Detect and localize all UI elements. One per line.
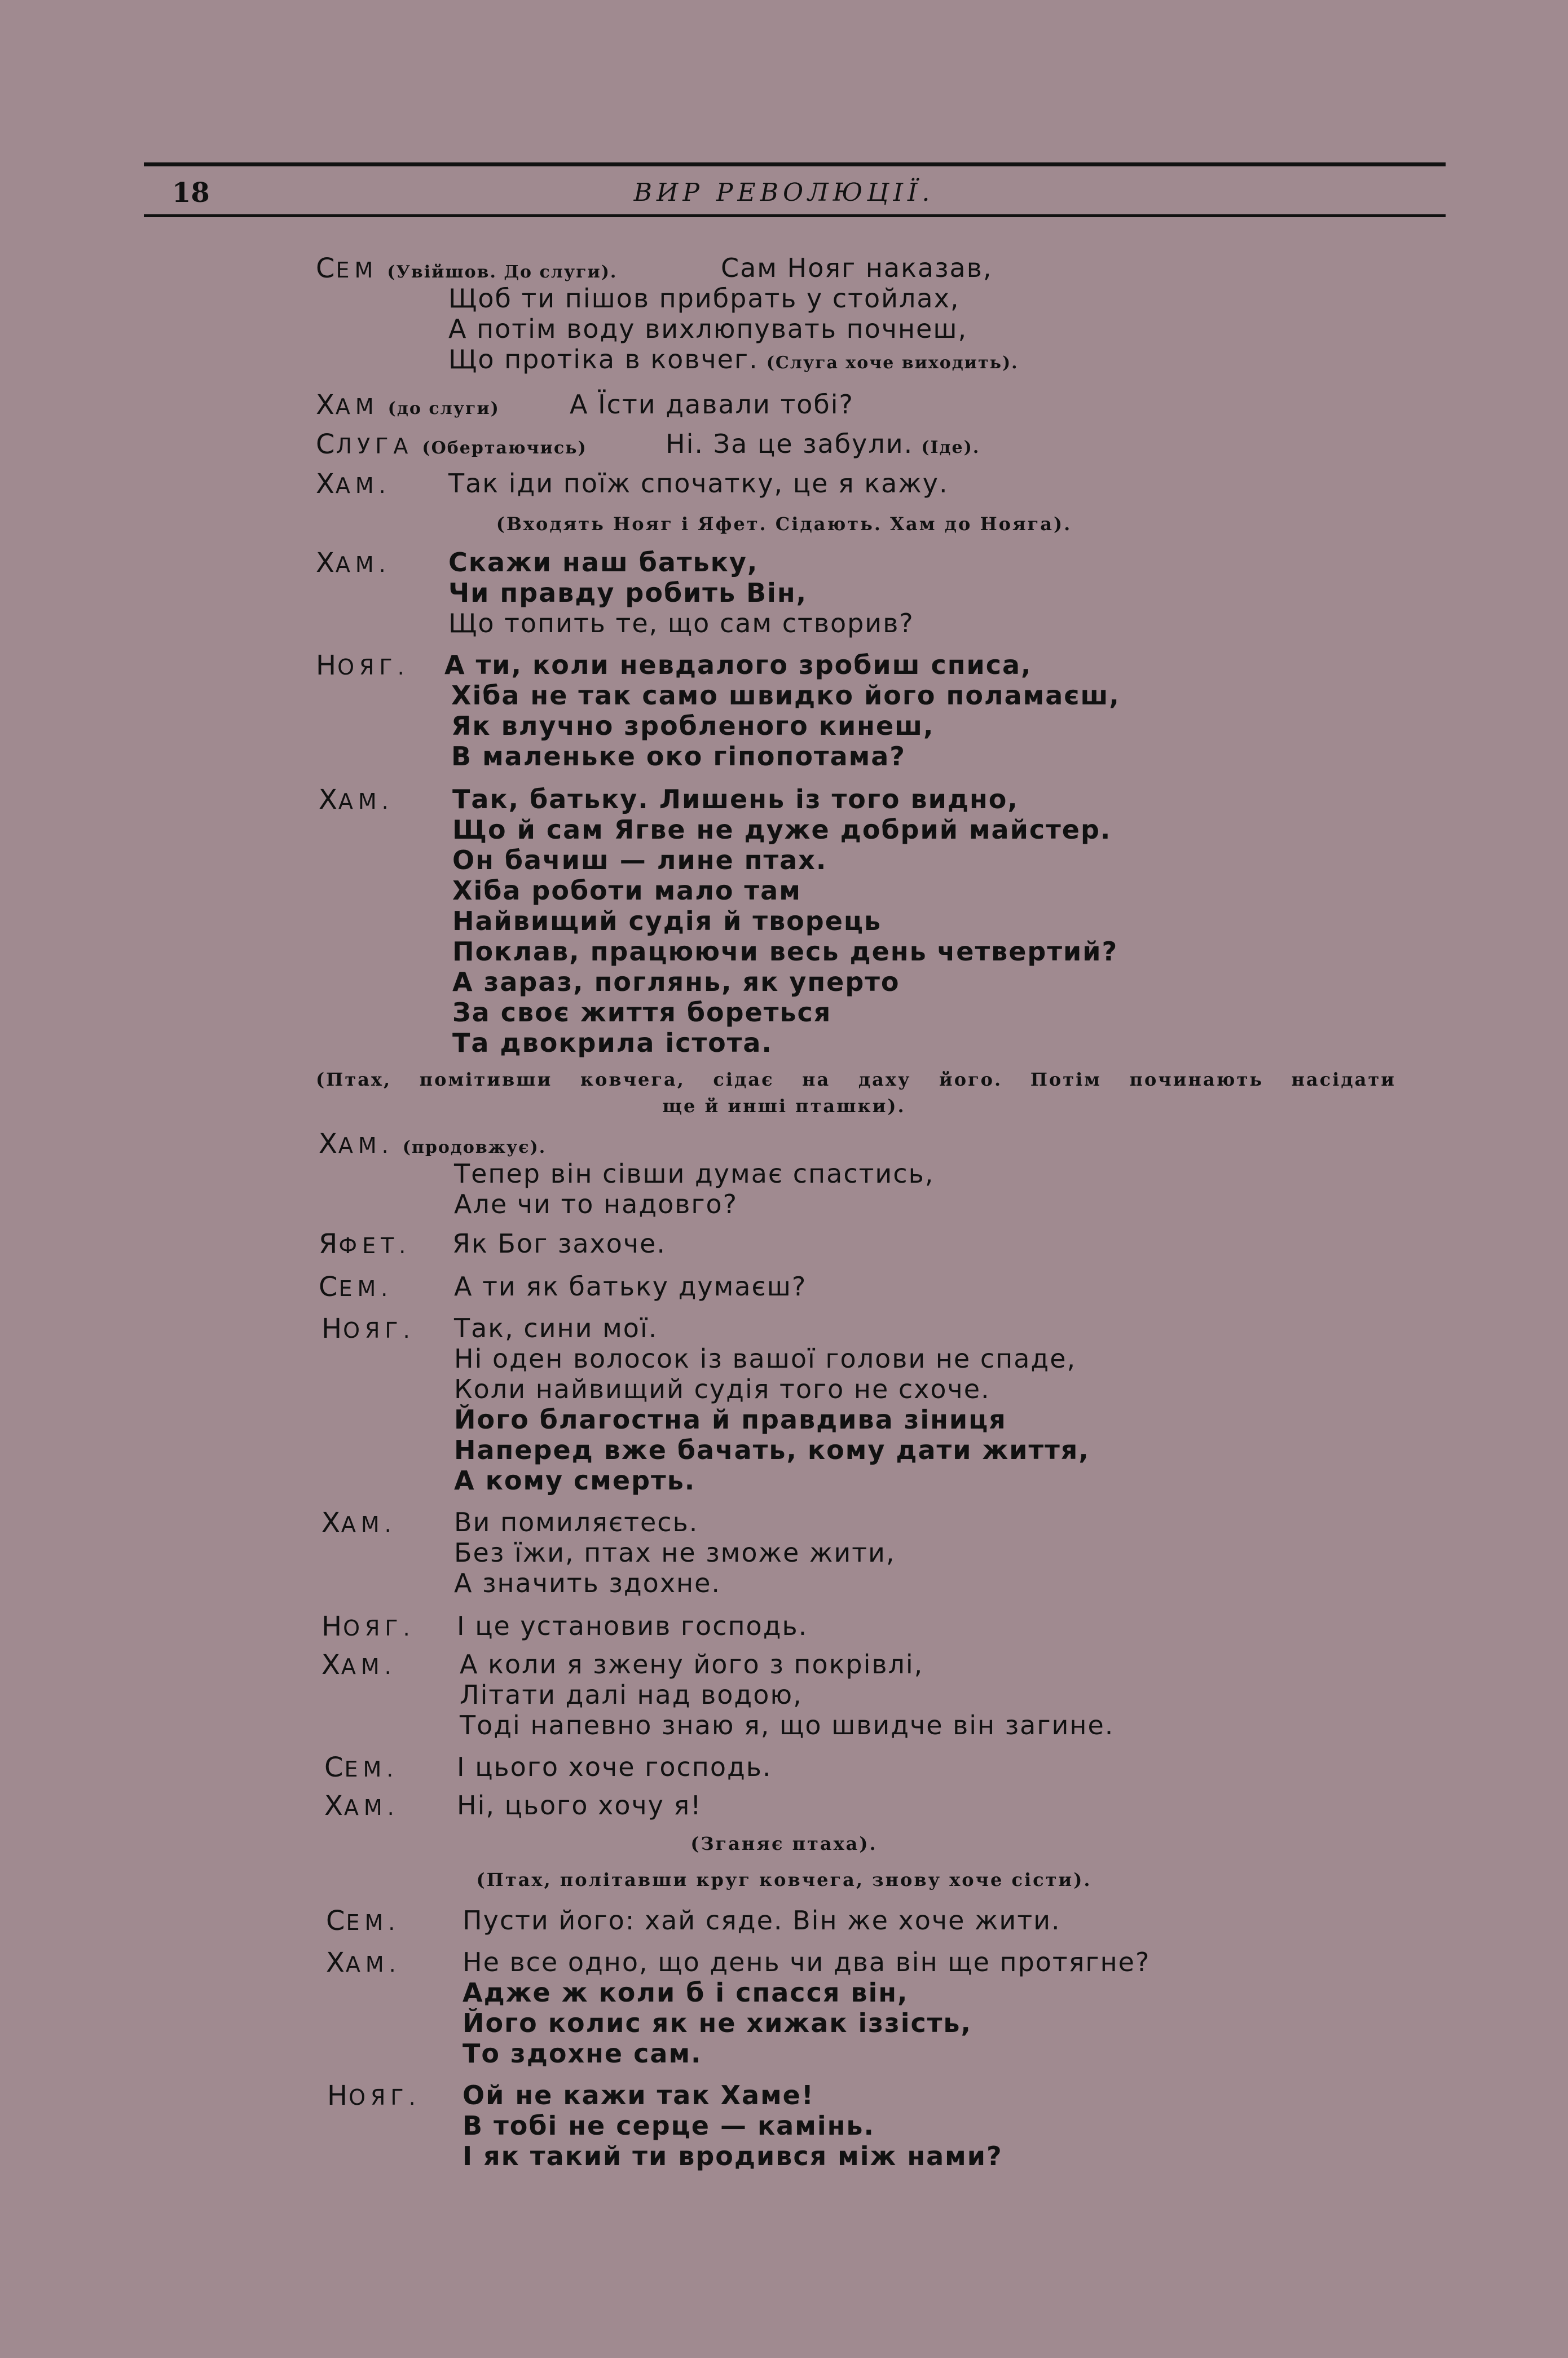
verse-line: Та двокрила істота. (452, 1028, 773, 1058)
speaker-name: ХАМ. (316, 468, 391, 500)
stage-direction: ще й инші пташки). (662, 1095, 906, 1117)
speaker-name: СЕМ (Увійшов. До слуги). (316, 253, 618, 284)
page-number: 18 (172, 177, 210, 209)
verse-line: Скажи наш батьку, (448, 547, 759, 578)
verse-line: Але чи то надовго? (454, 1189, 738, 1219)
verse-line: Чи правду робить Він, (448, 578, 808, 608)
verse-line: Тепер він сівши думає спастись, (454, 1158, 935, 1189)
speaker-name: ХАМ (до слуги) (316, 389, 500, 421)
speaker-name: СЛУГА (Обертаючись) (316, 429, 587, 460)
verse-line: Що протіка в ковчег. (Слуга хоче виходить). (448, 344, 1019, 374)
stage-direction: (Птах, політавши круг ковчега, знову хоче сісти). (476, 1869, 1092, 1890)
verse-line: За своє життя бореться (452, 997, 832, 1028)
stage-direction: (Зганяє птаха). (690, 1833, 878, 1854)
verse-line: Хіба роботи мало там (452, 875, 801, 906)
verse-line: Що топить те, що сам створив? (448, 608, 914, 638)
verse-line: Хіба не так само швидко його поламаєш, (451, 680, 1120, 711)
verse-line: Що й сам Ягве не дуже добрий майстер. (452, 814, 1112, 845)
verse-line: Не все одно, що день чи два він ще протягне? (463, 1947, 1151, 1977)
verse-line: А коли я зжену його з покрівлі, (460, 1649, 924, 1680)
verse-line: А ти, коли невдалого зробиш списа, (444, 650, 1032, 680)
speaker-name: ХАМ. (326, 1947, 401, 1978)
speaker-name: НОЯГ. (321, 1313, 415, 1345)
stage-direction: (до слуги) (387, 399, 500, 418)
verse-line: Ні оден волосок із вашої голови не спаде, (454, 1343, 1077, 1374)
verse-line: Без їжи, птах не зможе жити, (454, 1537, 896, 1568)
verse-line: А потім воду вихлюпувать почнеш, (448, 314, 968, 344)
verse-line: Коли найвищий судія того не схоче. (454, 1374, 990, 1404)
verse-line: Поклав, працюючи весь день четвертий? (452, 936, 1118, 967)
verse-line: Пусти його: хай сяде. Він же хоче жити. (463, 1905, 1061, 1936)
header-rule-bottom (144, 214, 1446, 217)
verse-line: Он бачиш — лине птах. (452, 845, 827, 875)
stage-direction: (Слуга хоче виходить). (766, 353, 1019, 373)
verse-line: Ні, цього хочу я! (457, 1790, 702, 1821)
verse-line: Літати далі над водою, (460, 1680, 803, 1710)
stage-direction: (продовжує). (402, 1138, 547, 1157)
verse-line: Його благостна й правдива зіниця (454, 1404, 1007, 1435)
speaker-name: НОЯГ. (316, 650, 409, 681)
verse-line: Адже ж коли б і спасся він, (463, 1977, 909, 2008)
verse-line: Так іди поїж спочатку, це я кажу. (448, 468, 949, 499)
verse-line: А ти як батьку думаєш? (454, 1271, 807, 1302)
speaker-name: ХАМ. (321, 1507, 397, 1539)
speaker-name: НОЯГ. (321, 1611, 415, 1642)
speaker-name: СЕМ. (324, 1752, 399, 1783)
speaker-name: ЯФЕТ. (319, 1228, 411, 1260)
verse-line: І цього хоче господь. (457, 1752, 772, 1782)
verse-line: Ні. За це забули. (Іде). (666, 429, 980, 459)
speaker-name: ХАМ. (321, 1649, 397, 1681)
verse-line: Як влучно зробленого кинеш, (451, 711, 935, 741)
speaker-name: ХАМ. (324, 1790, 399, 1822)
speaker-name: НОЯГ. (327, 2080, 421, 2112)
verse-line: Найвищий судія й творець (452, 906, 882, 936)
stage-direction: (Входять Нояг і Яфет. Сідають. Хам до Ноягa). (496, 513, 1072, 535)
verse-line: А Їсти давали тобі? (570, 389, 854, 420)
speaker-name: СЕМ. (326, 1905, 400, 1937)
header-rule-top (144, 162, 1446, 166)
speaker-name: ХАМ. (продовжує). (319, 1128, 547, 1160)
stage-direction: (Увійшов. До слуги). (387, 262, 618, 282)
verse-line: Тоді напевно знаю я, що швидче він загине. (460, 1710, 1115, 1740)
verse-line: В тобі не серце — камінь. (463, 2110, 875, 2141)
verse-line: Його колис як не хижак іззість, (463, 2008, 972, 2038)
stage-direction: (Птах, помітивши ковчега, сідає на даху його. Потім починають насідати (316, 1069, 1396, 1090)
verse-line: І це установив господь. (457, 1611, 808, 1641)
verse-line: Як Бог захоче. (452, 1228, 666, 1259)
stage-direction: (Іде). (921, 438, 980, 457)
verse-line: Так, батьку. Лишень із того видно, (452, 784, 1019, 814)
verse-line: А зараз, поглянь, як уперто (452, 967, 900, 997)
speaker-name: ХАМ. (319, 784, 394, 816)
speaker-name: СЕМ. (319, 1271, 393, 1303)
verse-line: Ви помиляєтесь. (454, 1507, 699, 1537)
verse-line: А кому смерть. (454, 1465, 696, 1496)
stage-direction: (Обертаючись) (422, 438, 587, 458)
verse-line: То здохне сам. (463, 2038, 702, 2069)
verse-line: Так, сини мої. (454, 1313, 658, 1343)
verse-line: А значить здохне. (454, 1568, 721, 1598)
verse-line: Наперед вже бачать, кому дати життя, (454, 1435, 1090, 1465)
verse-line: Ой не кажи так Хаме! (463, 2080, 814, 2110)
verse-line: В маленьке око гіпопотама? (451, 741, 906, 772)
speaker-name: ХАМ. (316, 547, 391, 579)
verse-line: Щоб ти пішов прибрать у стойлах, (448, 283, 960, 314)
verse-line: І як такий ти вродився між нами? (463, 2141, 1003, 2171)
verse-line: Сам Нояг наказав, (721, 253, 993, 283)
running-title: ВИР РЕВОЛЮЦІЇ. (633, 178, 935, 207)
